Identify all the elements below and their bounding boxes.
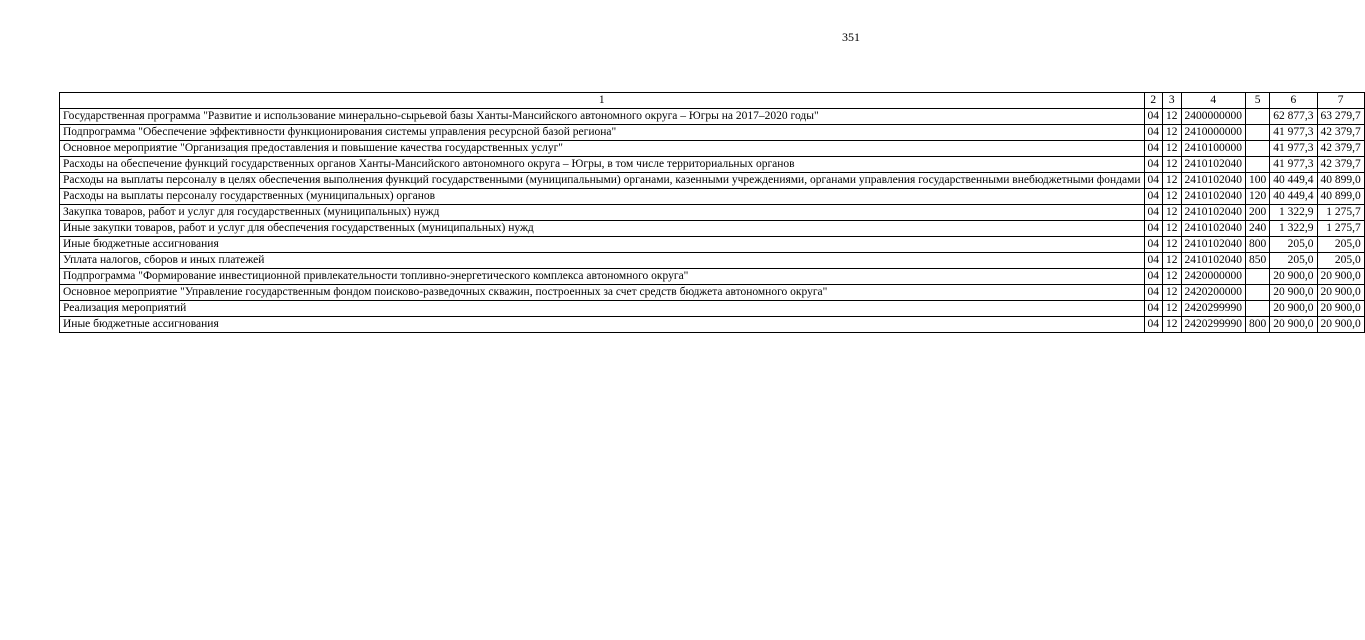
item-name: Основное мероприятие "Управление государственным фондом поисково-разведочных скважин, построенных за счет средств бюджета автономного округа" (60, 285, 1145, 301)
amount-col-6: 20 900,0 (1270, 285, 1317, 301)
target-article-code: 2420299990 (1181, 301, 1246, 317)
amount-col-6: 41 977,3 (1270, 125, 1317, 141)
section-code: 04 (1144, 173, 1163, 189)
table-row (60, 317, 1365, 333)
expense-type-code: 800 (1246, 237, 1270, 253)
subsection-code: 12 (1163, 221, 1182, 237)
expense-type-code (1246, 285, 1270, 301)
target-article-code: 2410102040 (1181, 189, 1246, 205)
section-code: 04 (1144, 189, 1163, 205)
amount-col-6: 41 977,3 (1270, 141, 1317, 157)
subsection-code: 12 (1163, 317, 1182, 333)
expense-type-code (1246, 269, 1270, 285)
table-row (60, 253, 1365, 269)
subsection-code: 12 (1163, 157, 1182, 173)
target-article-code: 2420200000 (1181, 285, 1246, 301)
subsection-code: 12 (1163, 285, 1182, 301)
item-name: Расходы на выплаты персоналу государственных (муниципальных) органов (60, 189, 1145, 205)
header-col-6: 6 (1270, 93, 1317, 109)
section-code: 04 (1144, 301, 1163, 317)
target-article-code: 2410102040 (1181, 253, 1246, 269)
section-code: 04 (1144, 237, 1163, 253)
amount-col-7: 1 275,7 (1317, 205, 1364, 221)
amount-col-7: 42 379,7 (1317, 157, 1364, 173)
expense-type-code: 240 (1246, 221, 1270, 237)
section-code: 04 (1144, 109, 1163, 125)
subsection-code: 12 (1163, 173, 1182, 189)
table-row (60, 141, 1365, 157)
amount-col-6: 20 900,0 (1270, 317, 1317, 333)
amount-col-6: 205,0 (1270, 253, 1317, 269)
budget-table (59, 92, 1365, 333)
amount-col-6: 20 900,0 (1270, 301, 1317, 317)
target-article-code: 2410102040 (1181, 173, 1246, 189)
amount-col-6: 40 449,4 (1270, 189, 1317, 205)
header-col-2: 2 (1144, 93, 1163, 109)
table-row (60, 173, 1365, 189)
table-row (60, 205, 1365, 221)
section-code: 04 (1144, 285, 1163, 301)
target-article-code: 2400000000 (1181, 109, 1246, 125)
subsection-code: 12 (1163, 109, 1182, 125)
amount-col-7: 42 379,7 (1317, 125, 1364, 141)
expense-type-code (1246, 141, 1270, 157)
item-name: Иные бюджетные ассигнования (60, 237, 1145, 253)
header-col-5: 5 (1246, 93, 1270, 109)
header-row (60, 93, 1365, 109)
expense-type-code (1246, 157, 1270, 173)
table-row (60, 125, 1365, 141)
amount-col-6: 1 322,9 (1270, 221, 1317, 237)
expense-type-code: 120 (1246, 189, 1270, 205)
item-name: Уплата налогов, сборов и иных платежей (60, 253, 1145, 269)
amount-col-7: 40 899,0 (1317, 189, 1364, 205)
expense-type-code: 100 (1246, 173, 1270, 189)
target-article-code: 2420000000 (1181, 269, 1246, 285)
item-name: Закупка товаров, работ и услуг для государственных (муниципальных) нужд (60, 205, 1145, 221)
table-row (60, 221, 1365, 237)
item-name: Подпрограмма "Обеспечение эффективности функционирования системы управления ресурсной базой региона" (60, 125, 1145, 141)
amount-col-7: 20 900,0 (1317, 269, 1364, 285)
subsection-code: 12 (1163, 125, 1182, 141)
section-code: 04 (1144, 205, 1163, 221)
expense-type-code (1246, 109, 1270, 125)
amount-col-6: 40 449,4 (1270, 173, 1317, 189)
subsection-code: 12 (1163, 253, 1182, 269)
item-name: Государственная программа "Развитие и использование минерально-сырьевой базы Ханты-Мансийского автономного округа – Югры на 2017–2020 годы" (60, 109, 1145, 125)
amount-col-7: 63 279,7 (1317, 109, 1364, 125)
header-col-4: 4 (1181, 93, 1246, 109)
expense-type-code (1246, 301, 1270, 317)
header-col-7: 7 (1317, 93, 1364, 109)
target-article-code: 2410100000 (1181, 141, 1246, 157)
table-row (60, 109, 1365, 125)
amount-col-7: 20 900,0 (1317, 317, 1364, 333)
table-row (60, 285, 1365, 301)
subsection-code: 12 (1163, 189, 1182, 205)
amount-col-7: 20 900,0 (1317, 301, 1364, 317)
section-code: 04 (1144, 269, 1163, 285)
item-name: Иные бюджетные ассигнования (60, 317, 1145, 333)
table-row (60, 189, 1365, 205)
table-row (60, 269, 1365, 285)
amount-col-6: 1 322,9 (1270, 205, 1317, 221)
target-article-code: 2410102040 (1181, 157, 1246, 173)
table-row (60, 301, 1365, 317)
amount-col-7: 42 379,7 (1317, 141, 1364, 157)
amount-col-7: 40 899,0 (1317, 173, 1364, 189)
amount-col-7: 20 900,0 (1317, 285, 1364, 301)
section-code: 04 (1144, 157, 1163, 173)
section-code: 04 (1144, 253, 1163, 269)
subsection-code: 12 (1163, 205, 1182, 221)
subsection-code: 12 (1163, 301, 1182, 317)
section-code: 04 (1144, 221, 1163, 237)
page-number: 351 (842, 30, 860, 44)
expense-type-code (1246, 125, 1270, 141)
expense-type-code: 800 (1246, 317, 1270, 333)
header-col-3: 3 (1163, 93, 1182, 109)
amount-col-6: 205,0 (1270, 237, 1317, 253)
target-article-code: 2410000000 (1181, 125, 1246, 141)
target-article-code: 2420299990 (1181, 317, 1246, 333)
amount-col-7: 205,0 (1317, 253, 1364, 269)
amount-col-7: 1 275,7 (1317, 221, 1364, 237)
item-name: Подпрограмма "Формирование инвестиционной привлекательности топливно-энергетического комплекса автономного округа" (60, 269, 1145, 285)
section-code: 04 (1144, 125, 1163, 141)
table-row (60, 237, 1365, 253)
item-name: Реализация мероприятий (60, 301, 1145, 317)
amount-col-7: 205,0 (1317, 237, 1364, 253)
target-article-code: 2410102040 (1181, 237, 1246, 253)
table-body (60, 109, 1365, 333)
subsection-code: 12 (1163, 237, 1182, 253)
table-row (60, 157, 1365, 173)
item-name: Расходы на обеспечение функций государственных органов Ханты-Мансийского автономного округа – Югры, в том числе территориальных органов (60, 157, 1145, 173)
amount-col-6: 41 977,3 (1270, 157, 1317, 173)
expense-type-code: 200 (1246, 205, 1270, 221)
item-name: Расходы на выплаты персоналу в целях обеспечения выполнения функций государственными (муниципальными) органами, казенными учреждениями, органами управления государственными внебюджетными фондами (60, 173, 1145, 189)
subsection-code: 12 (1163, 141, 1182, 157)
header-col-1: 1 (60, 93, 1145, 109)
section-code: 04 (1144, 317, 1163, 333)
amount-col-6: 20 900,0 (1270, 269, 1317, 285)
item-name: Иные закупки товаров, работ и услуг для обеспечения государственных (муниципальных) нужд (60, 221, 1145, 237)
expense-type-code: 850 (1246, 253, 1270, 269)
item-name: Основное мероприятие "Организация предоставления и повышение качества государственных услуг" (60, 141, 1145, 157)
amount-col-6: 62 877,3 (1270, 109, 1317, 125)
section-code: 04 (1144, 141, 1163, 157)
target-article-code: 2410102040 (1181, 205, 1246, 221)
subsection-code: 12 (1163, 269, 1182, 285)
target-article-code: 2410102040 (1181, 221, 1246, 237)
